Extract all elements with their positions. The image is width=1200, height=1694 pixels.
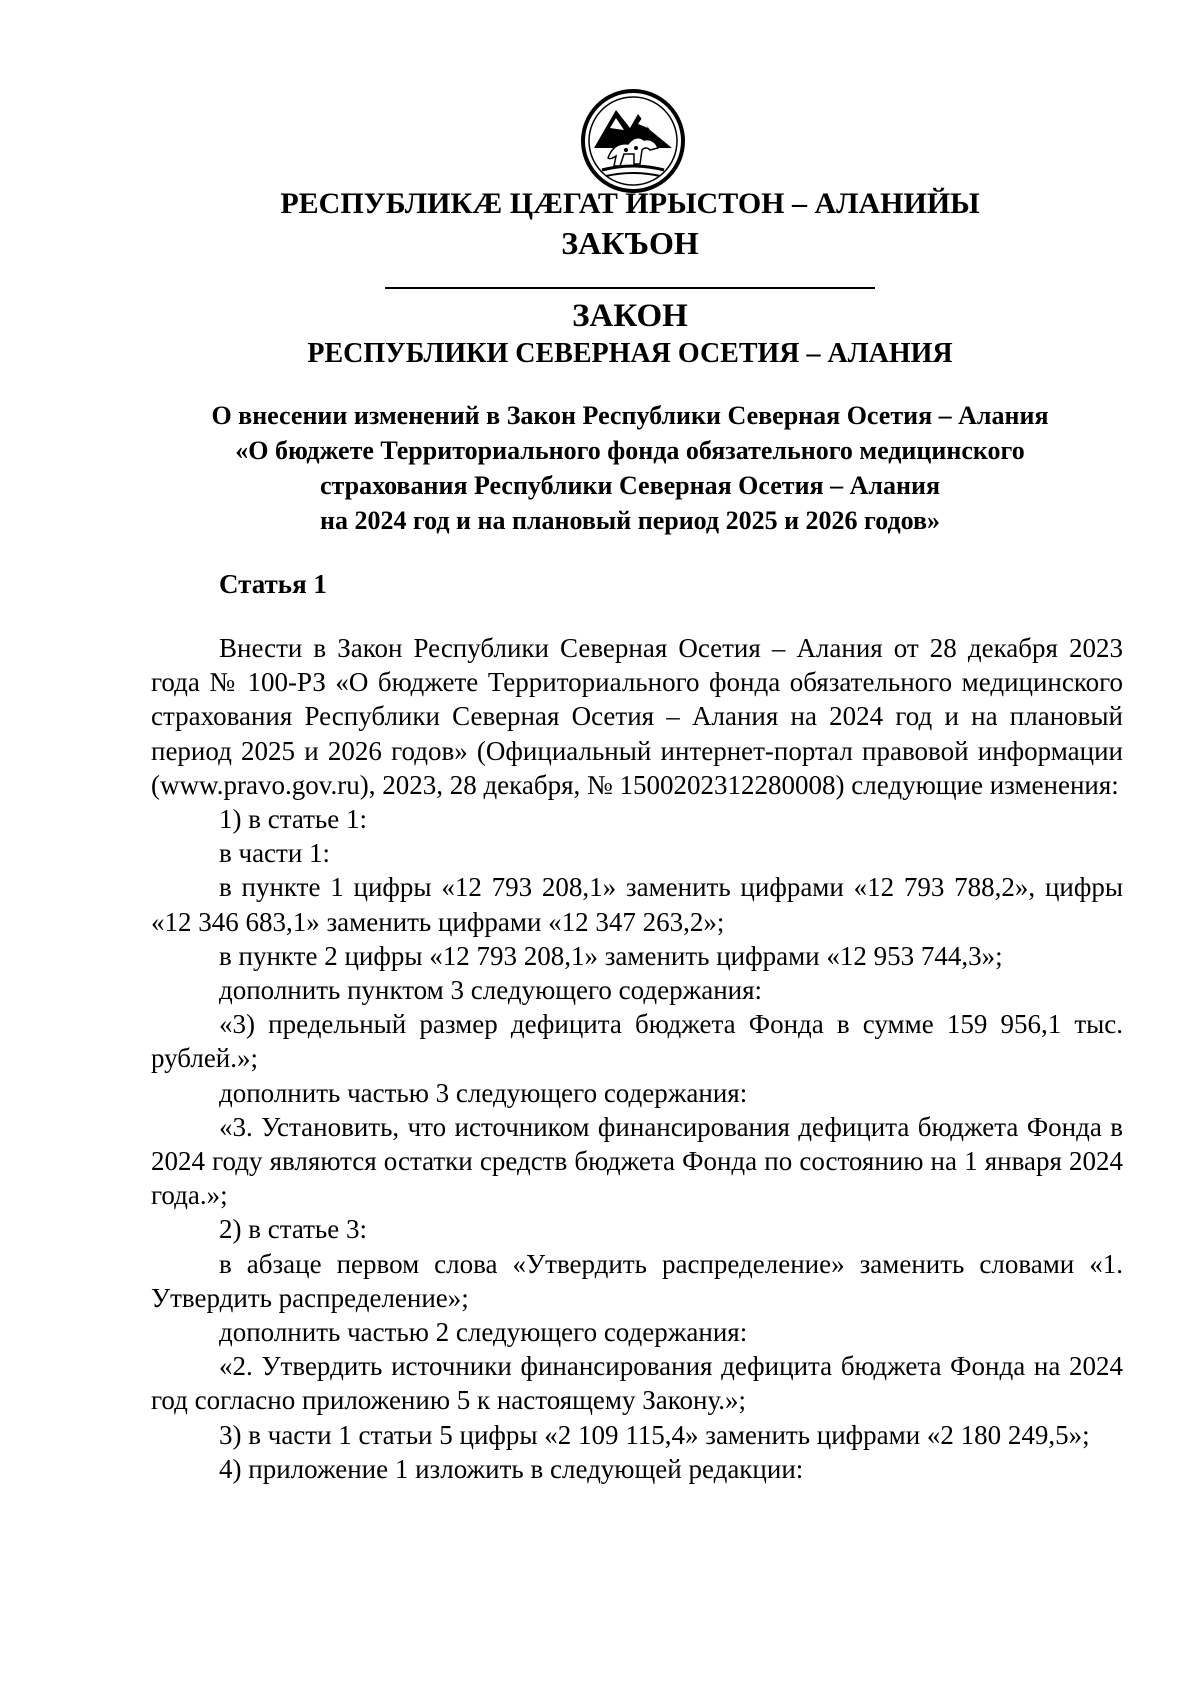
leopard-emblem-icon bbox=[580, 88, 686, 194]
article-paragraph: 4) приложение 1 изложить в следующей редакции: bbox=[219, 1453, 804, 1484]
law-title-line: на 2024 год и на плановый период 2025 и 2026 годов» bbox=[319, 506, 941, 535]
article-paragraph: дополнить пунктом 3 следующего содержания: bbox=[219, 975, 763, 1006]
article-paragraph: в пункте 1 цифры «12 793 208,1» заменить цифрами «12 793 788,2», цифры «12 346 683,1» заменить цифрами «12 347 263,2»; bbox=[151, 872, 1123, 937]
article-paragraph: в части 1: bbox=[219, 838, 331, 869]
article-paragraph: дополнить частью 3 следующего содержания: bbox=[219, 1077, 748, 1108]
article-body bbox=[151, 631, 1123, 1486]
ossetian-law-word: ЗАКЪОН bbox=[561, 225, 699, 261]
article-paragraph: дополнить частью 2 следующего содержания: bbox=[219, 1317, 748, 1348]
russian-law-word: ЗАКОН bbox=[572, 298, 688, 334]
article-paragraph: в пункте 2 цифры «12 793 208,1» заменить цифрами «12 953 744,3»; bbox=[219, 940, 1003, 971]
article-paragraph: 1) в статье 1: bbox=[219, 804, 367, 835]
law-title-line: О внесении изменений в Закон Республики Северная Осетия – Алания bbox=[211, 401, 1049, 430]
article-paragraph: «3) предельный размер дефицита бюджета Фонда в сумме 159 956,1 тыс. рублей.»; bbox=[151, 1009, 1123, 1074]
article-paragraph: «2. Утвердить источники финансирования дефицита бюджета Фонда на 2024 год согласно приложению 5 к настоящему Закону.»; bbox=[151, 1351, 1123, 1416]
russian-republic-name: РЕСПУБЛИКИ СЕВЕРНАЯ ОСЕТИЯ – АЛАНИЯ bbox=[307, 338, 953, 369]
article-paragraph: в абзаце первом слова «Утвердить распределение» заменить словами «1. Утвердить распределение»; bbox=[151, 1248, 1123, 1313]
header-divider bbox=[385, 287, 875, 289]
article-paragraph: Внести в Закон Республики Северная Осетия – Алания от 28 декабря 2023 года № 100-РЗ «О бюджете Территориального фонда обязательного медицинского страхования Республики Северная Осетия – Алания на 2024 год и на плановый период 2025 и 2026 годов» (Официальный интернет-портал правовой информации (www.pravo.gov.ru), 2023, 28 декабря, № 1500202312280008) следующие изменения: bbox=[151, 633, 1123, 800]
law-title-line: страхования Республики Северная Осетия – Алания bbox=[319, 471, 941, 500]
article-paragraph: 3) в части 1 статьи 5 цифры «2 109 115,4» заменить цифрами «2 180 249,5»; bbox=[219, 1419, 1090, 1450]
ossetian-republic-name: РЕСПУБЛИКӔ ЦӔГАТ ИРЫСТОН – АЛАНИЙЫ bbox=[280, 187, 980, 220]
article-heading: Статья 1 bbox=[219, 569, 327, 599]
coat-of-arms-emblem bbox=[580, 88, 686, 194]
article-paragraph: 2) в статье 3: bbox=[219, 1214, 367, 1245]
law-title bbox=[150, 398, 1110, 538]
article-paragraph: «3. Установить, что источником финансирования дефицита бюджета Фонда в 2024 году являются остатки средств бюджета Фонда по состоянию на 1 января 2024 года.»; bbox=[151, 1111, 1123, 1211]
law-title-line: «О бюджете Территориального фонда обязательного медицинского bbox=[235, 436, 1025, 465]
